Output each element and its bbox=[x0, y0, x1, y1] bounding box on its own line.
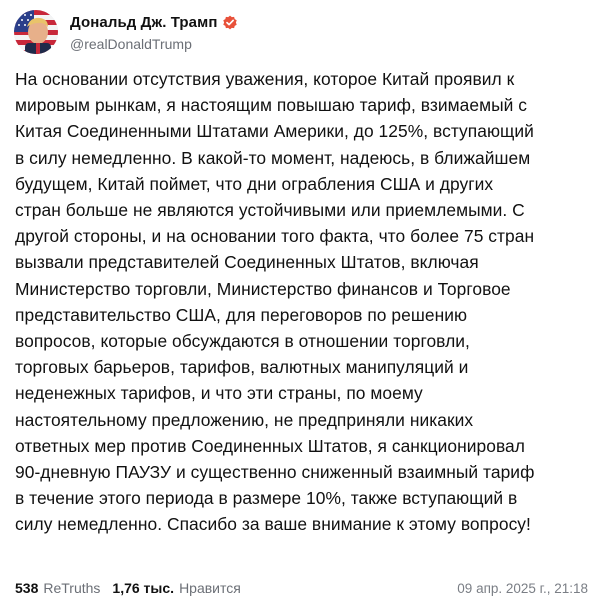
post-text-line: 90-дневную ПАУЗУ и существенно сниженный взаимный тариф bbox=[15, 462, 535, 483]
post-timestamp[interactable]: 09 апр. 2025 г., 21:18 bbox=[457, 580, 588, 596]
post-text-line: настоятельному предложению, не предприняли никаких bbox=[15, 409, 474, 430]
post-text-line: представительство США, для переговоров по решению bbox=[15, 304, 468, 325]
post-text-line: другой стороны, и на основании того факта, что более 75 стран bbox=[15, 226, 535, 247]
likes-stat[interactable] bbox=[112, 580, 240, 596]
post-header bbox=[14, 9, 238, 55]
name-row bbox=[70, 13, 238, 33]
author-handle[interactable]: @realDonaldTrump bbox=[70, 35, 192, 52]
verified-badge-icon bbox=[222, 15, 238, 31]
post-text-line: Министерство торговли, Министерство финансов и Торговое bbox=[15, 278, 511, 299]
post-text bbox=[15, 66, 595, 538]
display-name[interactable]: Дональд Дж. Трамп bbox=[70, 14, 218, 31]
post-text-line: силу немедленно. Спасибо за ваше внимание к этому вопросу! bbox=[15, 514, 531, 535]
author-block bbox=[70, 13, 238, 52]
post-text-line: в силу немедленно. В какой-то момент, надеюсь, в ближайшем bbox=[15, 147, 531, 168]
retruths-label: ReTruths bbox=[43, 580, 101, 596]
post-text-line: вопросов, которые обсуждаются в отношении торговли, bbox=[15, 331, 470, 352]
retruths-count: 538 bbox=[15, 580, 39, 596]
likes-count: 1,76 тыс. bbox=[112, 580, 175, 596]
post-text-line: в течение этого периода в размере 10%, также вступающий в bbox=[15, 488, 518, 509]
post-text-line: Китая Соединенными Штатами Америки, до 125%, вступающий bbox=[15, 121, 534, 142]
post-text-line: ответных мер против Соединенных Штатов, я санкционировал bbox=[15, 435, 525, 456]
avatar-portrait-flag bbox=[14, 10, 58, 54]
likes-label: Нравится bbox=[179, 580, 241, 596]
post-text-line: На основании отсутствия уважения, которое Китай проявил к bbox=[15, 69, 515, 89]
post-text-line: неденежных тарифов, и что эти страны, по моему bbox=[15, 383, 423, 404]
post-footer bbox=[15, 578, 588, 598]
post-text-line: торговых барьеров, тарифов, валютных манипуляций и bbox=[15, 357, 469, 378]
post-text-line: стран больше не являются устойчивыми или приемлемыми. С bbox=[15, 200, 525, 221]
post-text-line: будущем, Китай поймет, что дни ограбления США и других bbox=[15, 173, 494, 194]
avatar[interactable] bbox=[14, 10, 58, 54]
retruths-stat[interactable] bbox=[15, 580, 100, 596]
post-text-line: вызвали представителей Соединенных Штатов, включая bbox=[15, 252, 479, 273]
post-text-line: мировым рынкам, я настоящим повышаю тариф, взимаемый с bbox=[15, 95, 528, 116]
